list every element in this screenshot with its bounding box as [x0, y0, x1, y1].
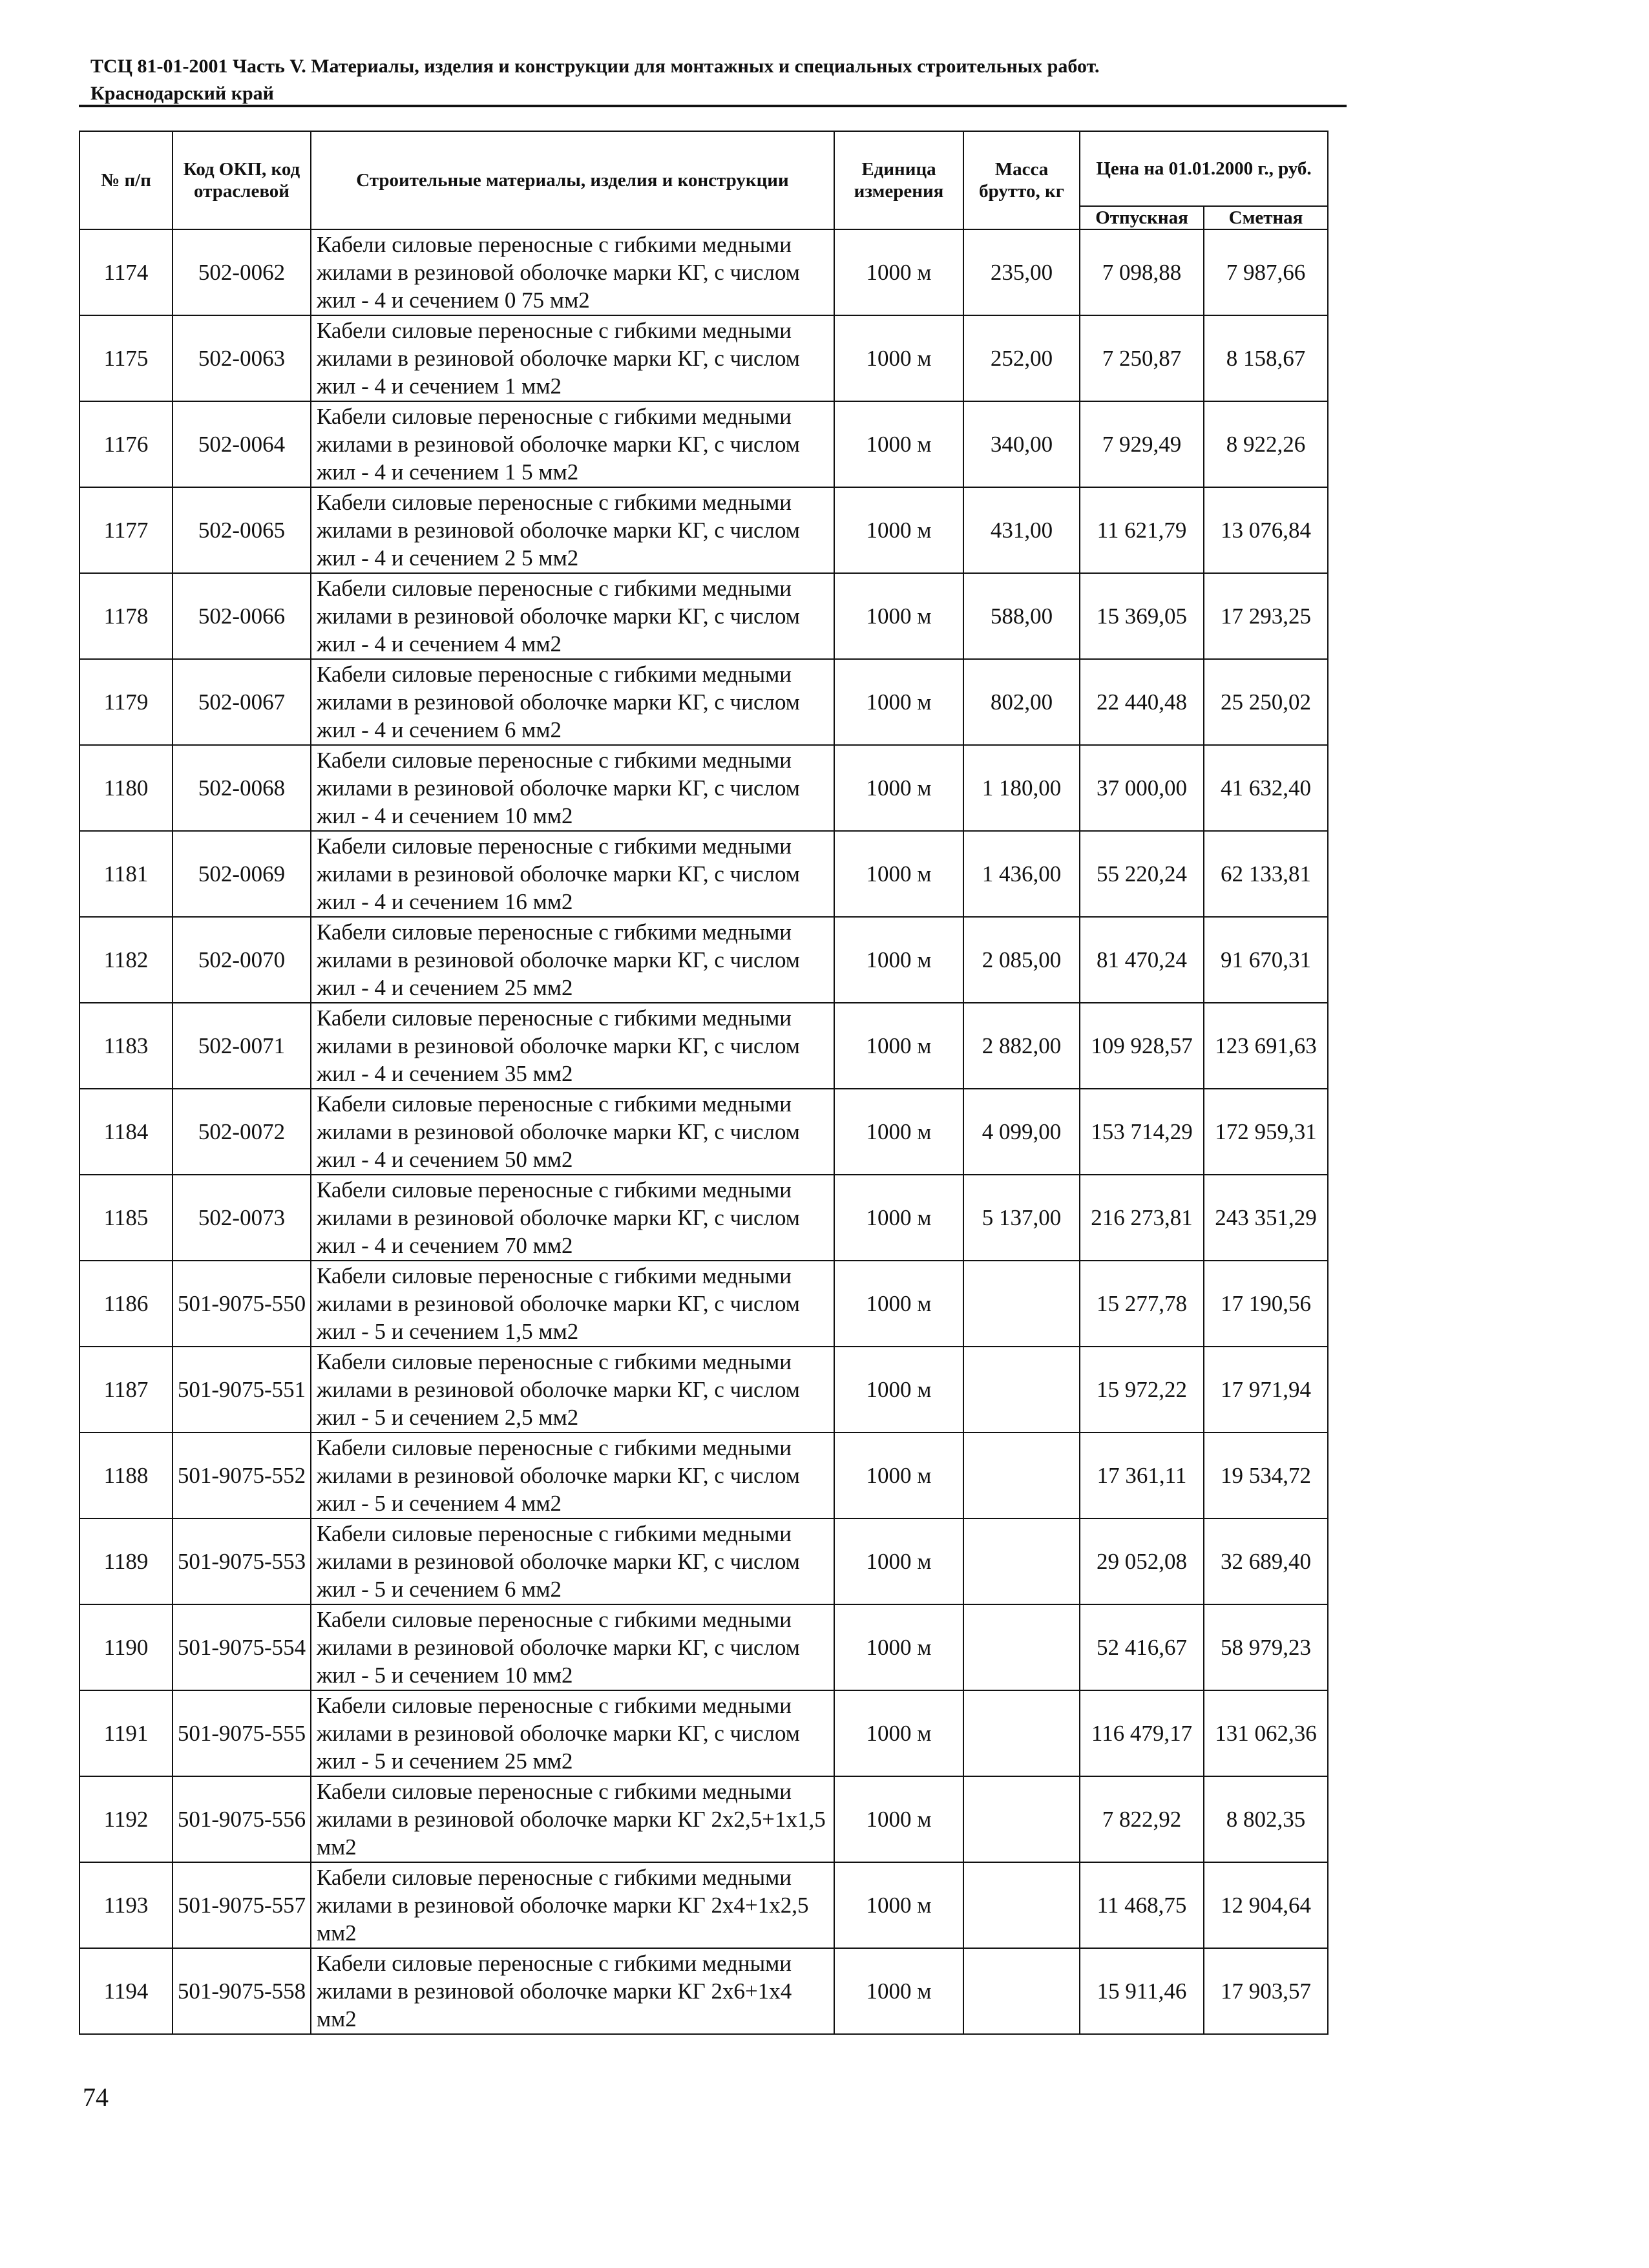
table-row [79, 1776, 1328, 1862]
col-header-mass: Масса брутто, кг [963, 131, 1080, 229]
cell-price-estimate: 41 632,40 [1204, 745, 1328, 831]
cell-price-release: 81 470,24 [1080, 917, 1204, 1003]
cell-code: 502-0064 [173, 401, 311, 487]
cell-price-estimate: 17 293,25 [1204, 573, 1328, 659]
cell-name: Кабели силовые переносные с гибкими медными жилами в резиновой оболочке марки КГ, с числом жил - 4 и сечением 70 мм2 [311, 1175, 834, 1261]
cell-price-estimate: 62 133,81 [1204, 831, 1328, 917]
cell-mass [963, 1347, 1080, 1433]
col-header-name: Строительные материалы, изделия и конструкции [311, 131, 834, 229]
table-row [79, 487, 1328, 573]
cell-name: Кабели силовые переносные с гибкими медными жилами в резиновой оболочке марки КГ, с числом жил - 4 и сечением 4 мм2 [311, 573, 834, 659]
page-number: 74 [83, 2083, 109, 2112]
cell-price-estimate: 7 987,66 [1204, 229, 1328, 315]
cell-price-estimate: 12 904,64 [1204, 1862, 1328, 1948]
table-row [79, 1862, 1328, 1948]
table-row [79, 315, 1328, 401]
document-title: ТСЦ 81-01-2001 Часть V. Материалы, изделия и конструкции для монтажных и специальных строительных работ. [90, 56, 1100, 77]
table-row [79, 1089, 1328, 1175]
cell-price-estimate: 17 971,94 [1204, 1347, 1328, 1433]
cell-unit: 1000 м [834, 917, 963, 1003]
cell-code: 502-0067 [173, 659, 311, 745]
page-header [90, 53, 1344, 107]
cell-price-estimate: 131 062,36 [1204, 1690, 1328, 1776]
cell-mass [963, 1604, 1080, 1690]
cell-mass: 1 180,00 [963, 745, 1080, 831]
cell-name: Кабели силовые переносные с гибкими медными жилами в резиновой оболочке марки КГ, с числом жил - 4 и сечением 0 75 мм2 [311, 229, 834, 315]
cell-code: 502-0072 [173, 1089, 311, 1175]
cell-mass: 5 137,00 [963, 1175, 1080, 1261]
cell-mass [963, 1776, 1080, 1862]
cell-code: 501-9075-553 [173, 1518, 311, 1604]
col-header-code: Код ОКП, код отраслевой [173, 131, 311, 229]
table-row [79, 229, 1328, 315]
table-row [79, 1948, 1328, 2034]
cell-code: 502-0073 [173, 1175, 311, 1261]
cell-code: 501-9075-554 [173, 1604, 311, 1690]
cell-name: Кабели силовые переносные с гибкими медными жилами в резиновой оболочке марки КГ, с числом жил - 5 и сечением 6 мм2 [311, 1518, 834, 1604]
cell-mass [963, 1948, 1080, 2034]
cell-price-release: 15 911,46 [1080, 1948, 1204, 2034]
cell-mass [963, 1862, 1080, 1948]
cell-price-release: 116 479,17 [1080, 1690, 1204, 1776]
cell-mass [963, 1261, 1080, 1347]
cell-num: 1187 [79, 1347, 173, 1433]
cell-price-estimate: 25 250,02 [1204, 659, 1328, 745]
cell-num: 1191 [79, 1690, 173, 1776]
cell-unit: 1000 м [834, 573, 963, 659]
cell-code: 501-9075-555 [173, 1690, 311, 1776]
cell-code: 501-9075-552 [173, 1433, 311, 1518]
cell-unit: 1000 м [834, 1433, 963, 1518]
cell-price-estimate: 172 959,31 [1204, 1089, 1328, 1175]
cell-code: 501-9075-557 [173, 1862, 311, 1948]
table-row [79, 1690, 1328, 1776]
cell-price-release: 52 416,67 [1080, 1604, 1204, 1690]
cell-price-release: 109 928,57 [1080, 1003, 1204, 1089]
cell-num: 1174 [79, 229, 173, 315]
cell-code: 502-0062 [173, 229, 311, 315]
cell-price-estimate: 8 922,26 [1204, 401, 1328, 487]
table-row [79, 401, 1328, 487]
cell-mass: 4 099,00 [963, 1089, 1080, 1175]
cell-unit: 1000 м [834, 315, 963, 401]
cell-mass: 2 085,00 [963, 917, 1080, 1003]
table-row [79, 1433, 1328, 1518]
cell-num: 1194 [79, 1948, 173, 2034]
cell-name: Кабели силовые переносные с гибкими медными жилами в резиновой оболочке марки КГ, с числом жил - 4 и сечением 2 5 мм2 [311, 487, 834, 573]
cell-price-release: 17 361,11 [1080, 1433, 1204, 1518]
cell-num: 1175 [79, 315, 173, 401]
cell-price-release: 153 714,29 [1080, 1089, 1204, 1175]
cell-code: 502-0070 [173, 917, 311, 1003]
cell-unit: 1000 м [834, 659, 963, 745]
cell-code: 501-9075-551 [173, 1347, 311, 1433]
cell-code: 502-0069 [173, 831, 311, 917]
cell-unit: 1000 м [834, 1862, 963, 1948]
cell-name: Кабели силовые переносные с гибкими медными жилами в резиновой оболочке марки КГ, с числом жил - 5 и сечением 25 мм2 [311, 1690, 834, 1776]
cell-price-release: 55 220,24 [1080, 831, 1204, 917]
col-header-price-group: Цена на 01.01.2000 г., руб. [1080, 131, 1328, 206]
cell-name: Кабели силовые переносные с гибкими медными жилами в резиновой оболочке марки КГ 2х2,5+1х1,5 мм2 [311, 1776, 834, 1862]
cell-unit: 1000 м [834, 1604, 963, 1690]
cell-num: 1179 [79, 659, 173, 745]
table-row [79, 1175, 1328, 1261]
cell-name: Кабели силовые переносные с гибкими медными жилами в резиновой оболочке марки КГ, с числом жил - 4 и сечением 25 мм2 [311, 917, 834, 1003]
cell-name: Кабели силовые переносные с гибкими медными жилами в резиновой оболочке марки КГ, с числом жил - 4 и сечением 35 мм2 [311, 1003, 834, 1089]
cell-unit: 1000 м [834, 1003, 963, 1089]
cell-num: 1184 [79, 1089, 173, 1175]
cell-name: Кабели силовые переносные с гибкими медными жилами в резиновой оболочке марки КГ 2х6+1х4 мм2 [311, 1948, 834, 2034]
table-row [79, 745, 1328, 831]
cell-code: 502-0071 [173, 1003, 311, 1089]
cell-price-estimate: 8 802,35 [1204, 1776, 1328, 1862]
cell-unit: 1000 м [834, 1347, 963, 1433]
region-subtitle: Краснодарский край [90, 83, 274, 104]
cell-num: 1183 [79, 1003, 173, 1089]
cell-unit: 1000 м [834, 1261, 963, 1347]
cell-price-release: 216 273,81 [1080, 1175, 1204, 1261]
table-row [79, 1347, 1328, 1433]
cell-price-estimate: 243 351,29 [1204, 1175, 1328, 1261]
cell-num: 1178 [79, 573, 173, 659]
cell-num: 1186 [79, 1261, 173, 1347]
cell-price-release: 11 468,75 [1080, 1862, 1204, 1948]
cell-num: 1189 [79, 1518, 173, 1604]
cell-mass: 1 436,00 [963, 831, 1080, 917]
cell-code: 502-0066 [173, 573, 311, 659]
cell-unit: 1000 м [834, 487, 963, 573]
cell-name: Кабели силовые переносные с гибкими медными жилами в резиновой оболочке марки КГ, с числом жил - 4 и сечением 6 мм2 [311, 659, 834, 745]
cell-mass [963, 1518, 1080, 1604]
table-row [79, 1261, 1328, 1347]
table-row [79, 1003, 1328, 1089]
table-row [79, 659, 1328, 745]
cell-price-estimate: 123 691,63 [1204, 1003, 1328, 1089]
cell-name: Кабели силовые переносные с гибкими медными жилами в резиновой оболочке марки КГ, с числом жил - 5 и сечением 4 мм2 [311, 1433, 834, 1518]
cell-unit: 1000 м [834, 1776, 963, 1862]
cell-price-estimate: 13 076,84 [1204, 487, 1328, 573]
cell-name: Кабели силовые переносные с гибкими медными жилами в резиновой оболочке марки КГ, с числом жил - 4 и сечением 16 мм2 [311, 831, 834, 917]
cell-mass: 340,00 [963, 401, 1080, 487]
col-header-price-estimate: Сметная [1204, 206, 1328, 229]
cell-price-estimate: 17 190,56 [1204, 1261, 1328, 1347]
cell-mass: 235,00 [963, 229, 1080, 315]
cell-price-release: 15 972,22 [1080, 1347, 1204, 1433]
cell-unit: 1000 м [834, 1175, 963, 1261]
cell-name: Кабели силовые переносные с гибкими медными жилами в резиновой оболочке марки КГ, с числом жил - 4 и сечением 50 мм2 [311, 1089, 834, 1175]
cell-num: 1182 [79, 917, 173, 1003]
cell-mass: 2 882,00 [963, 1003, 1080, 1089]
cell-num: 1180 [79, 745, 173, 831]
cell-unit: 1000 м [834, 745, 963, 831]
cell-name: Кабели силовые переносные с гибкими медными жилами в резиновой оболочке марки КГ, с числом жил - 4 и сечением 1 мм2 [311, 315, 834, 401]
col-header-num: № п/п [79, 131, 173, 229]
table-row [79, 1518, 1328, 1604]
cell-unit: 1000 м [834, 229, 963, 315]
cell-code: 502-0063 [173, 315, 311, 401]
cell-price-release: 29 052,08 [1080, 1518, 1204, 1604]
cell-mass [963, 1690, 1080, 1776]
cell-num: 1181 [79, 831, 173, 917]
table-row [79, 831, 1328, 917]
cell-price-release: 37 000,00 [1080, 745, 1204, 831]
cell-price-estimate: 8 158,67 [1204, 315, 1328, 401]
cell-code: 501-9075-550 [173, 1261, 311, 1347]
cell-price-estimate: 19 534,72 [1204, 1433, 1328, 1518]
cell-price-release: 7 822,92 [1080, 1776, 1204, 1862]
header-divider [79, 105, 1347, 107]
cell-price-release: 7 098,88 [1080, 229, 1204, 315]
cell-num: 1185 [79, 1175, 173, 1261]
cell-num: 1177 [79, 487, 173, 573]
cell-code: 502-0065 [173, 487, 311, 573]
col-header-price-release: Отпускная [1080, 206, 1204, 229]
cell-unit: 1000 м [834, 1690, 963, 1776]
cell-price-release: 15 277,78 [1080, 1261, 1204, 1347]
cell-num: 1193 [79, 1862, 173, 1948]
col-header-unit: Единица измерения [834, 131, 963, 229]
cell-mass [963, 1433, 1080, 1518]
cell-price-release: 7 250,87 [1080, 315, 1204, 401]
cell-unit: 1000 м [834, 1089, 963, 1175]
cell-code: 501-9075-558 [173, 1948, 311, 2034]
cell-name: Кабели силовые переносные с гибкими медными жилами в резиновой оболочке марки КГ, с числом жил - 4 и сечением 1 5 мм2 [311, 401, 834, 487]
cell-price-release: 7 929,49 [1080, 401, 1204, 487]
cell-price-release: 15 369,05 [1080, 573, 1204, 659]
cell-name: Кабели силовые переносные с гибкими медными жилами в резиновой оболочке марки КГ, с числом жил - 5 и сечением 1,5 мм2 [311, 1261, 834, 1347]
cell-mass: 802,00 [963, 659, 1080, 745]
table-body [79, 229, 1328, 2034]
cell-price-estimate: 58 979,23 [1204, 1604, 1328, 1690]
cell-unit: 1000 м [834, 1518, 963, 1604]
table-row [79, 573, 1328, 659]
cell-num: 1176 [79, 401, 173, 487]
cell-price-estimate: 17 903,57 [1204, 1948, 1328, 2034]
cell-unit: 1000 м [834, 1948, 963, 2034]
cell-price-release: 11 621,79 [1080, 487, 1204, 573]
cell-num: 1192 [79, 1776, 173, 1862]
cell-mass: 588,00 [963, 573, 1080, 659]
cell-unit: 1000 м [834, 831, 963, 917]
cell-price-estimate: 32 689,40 [1204, 1518, 1328, 1604]
table-row [79, 917, 1328, 1003]
cell-name: Кабели силовые переносные с гибкими медными жилами в резиновой оболочке марки КГ 2х4+1х2,5 мм2 [311, 1862, 834, 1948]
cell-mass: 252,00 [963, 315, 1080, 401]
cell-name: Кабели силовые переносные с гибкими медными жилами в резиновой оболочке марки КГ, с числом жил - 5 и сечением 2,5 мм2 [311, 1347, 834, 1433]
table-row [79, 1604, 1328, 1690]
cell-name: Кабели силовые переносные с гибкими медными жилами в резиновой оболочке марки КГ, с числом жил - 5 и сечением 10 мм2 [311, 1604, 834, 1690]
cell-price-release: 22 440,48 [1080, 659, 1204, 745]
cell-code: 502-0068 [173, 745, 311, 831]
cell-price-estimate: 91 670,31 [1204, 917, 1328, 1003]
cell-name: Кабели силовые переносные с гибкими медными жилами в резиновой оболочке марки КГ, с числом жил - 4 и сечением 10 мм2 [311, 745, 834, 831]
cell-num: 1190 [79, 1604, 173, 1690]
cell-code: 501-9075-556 [173, 1776, 311, 1862]
price-table [79, 131, 1329, 2035]
cell-unit: 1000 м [834, 401, 963, 487]
cell-mass: 431,00 [963, 487, 1080, 573]
cell-num: 1188 [79, 1433, 173, 1518]
